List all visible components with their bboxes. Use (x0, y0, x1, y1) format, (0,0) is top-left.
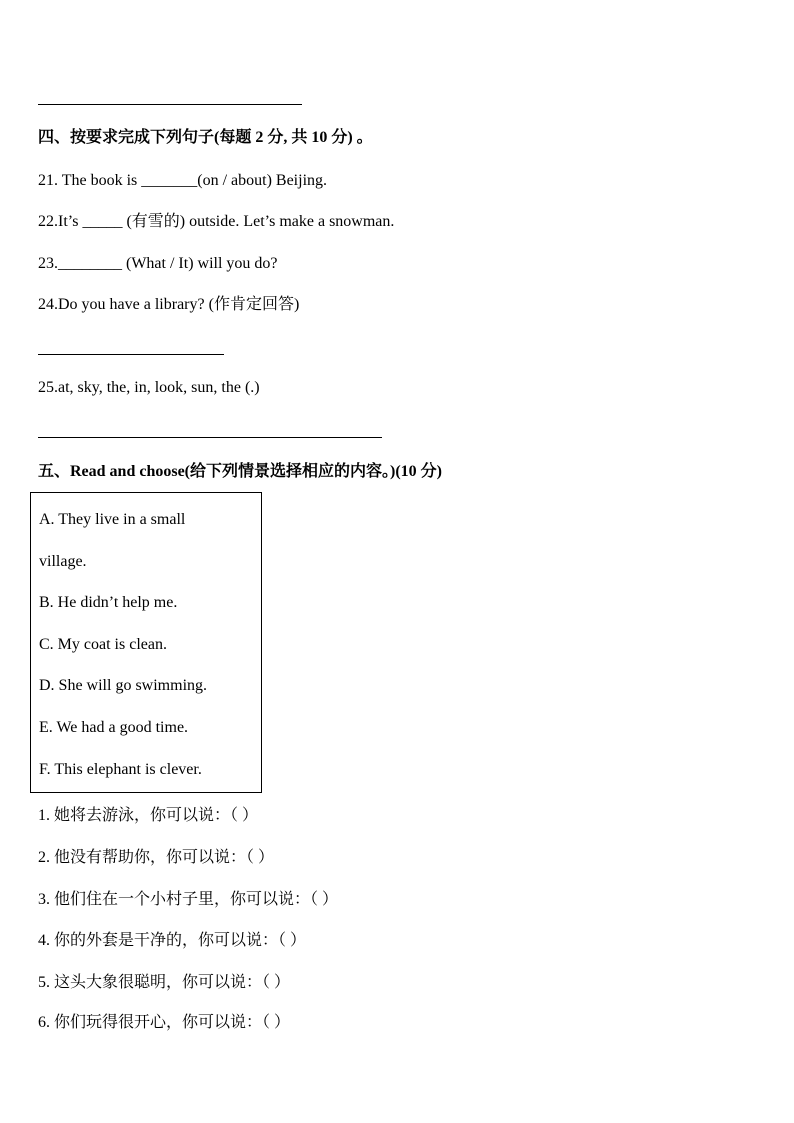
question-21: 21. The book is _______(on / about) Beijing. (38, 172, 328, 189)
scenario-1: 1. 她将去游泳，你可以说：（ ） (38, 807, 259, 824)
section-5-title: 五、Read and choose(给下列情景选择相应的内容。)(10 分) (38, 463, 442, 480)
scenario-6: 6. 你们玩得很开心，你可以说：（ ） (38, 1014, 291, 1031)
answer-line-top (38, 104, 302, 105)
question-25: 25.at, sky, the, in, look, sun, the (.) (38, 379, 260, 396)
option-c: C. My coat is clean. (39, 636, 167, 653)
question-22: 22.It’s _____ (有雪的) outside. Let’s make a snowman. (38, 213, 395, 230)
answer-line-25 (38, 437, 382, 438)
options-box (30, 492, 262, 793)
answer-line-24 (38, 354, 224, 355)
option-a: A. They live in a small (39, 511, 186, 528)
option-a-continued: village. (39, 553, 87, 570)
section-4-title: 四、按要求完成下列句子(每题 2 分, 共 10 分) 。 (38, 129, 373, 146)
option-b: B. He didn’t help me. (39, 594, 178, 611)
question-24: 24.Do you have a library? (作肯定回答) (38, 296, 300, 313)
scenario-3: 3. 他们住在一个小村子里，你可以说：（ ） (38, 891, 339, 908)
option-f: F. This elephant is clever. (39, 761, 202, 778)
option-e: E. We had a good time. (39, 719, 189, 736)
option-d: D. She will go swimming. (39, 677, 208, 694)
scenario-2: 2. 他没有帮助你，你可以说：（ ） (38, 849, 275, 866)
question-23: 23.________ (What / It) will you do? (38, 255, 278, 272)
scenario-5: 5. 这头大象很聪明，你可以说：（ ） (38, 974, 291, 991)
scenario-4: 4. 你的外套是干净的，你可以说：（ ） (38, 932, 307, 949)
